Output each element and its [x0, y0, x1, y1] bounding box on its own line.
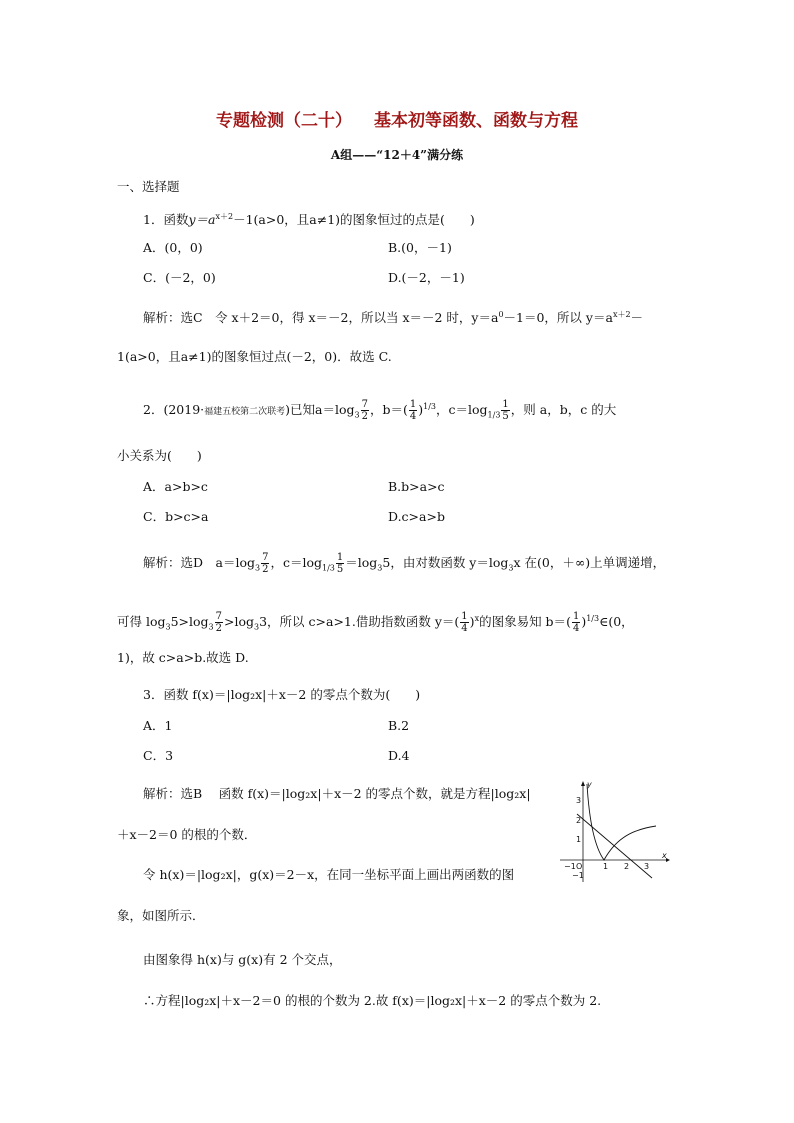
y-tick-3: 3 — [576, 796, 582, 805]
q3-solution-line1: 解析：选B 函数 f(x)＝|log₂x|＋x－2 的零点个数，就是方程|log₂x| — [143, 786, 531, 801]
q2-solution-line1: 解析：选D $a=\log_3$ $\frac{7}{2}$ ，$c=\log_{1/3}$ $\frac{1}{5}$ $=\log_35$，由对数函数 $y=\log_3x$ 在(0，＋∞)上单调递增， — [143, 552, 666, 575]
y-axis-label: y — [587, 780, 592, 789]
q3-option-c: C．3 — [143, 748, 174, 763]
q3-solution-line3: 令 h(x)＝|log₂x|，g(x)＝2－x，在同一坐标平面上画出两函数的图 — [143, 867, 515, 882]
q2-solution-line2: 可得 $\log_35>\log_3$ $\frac{7}{2}$ $>\log_33$，所以 c>a>1.借助指数函数 y＝( $\frac{1}{4}$ )$^x$的图象易知 b＝( $\frac{1}{4}$ )$^{1/3}$∈(0， — [117, 611, 634, 635]
x-tick-neg1: −1 — [564, 862, 576, 871]
function-graph-figure — [556, 778, 670, 884]
q3-solution-line2: ＋x－2＝0 的根的个数． — [117, 827, 257, 842]
q2-option-a: A．a>b>c — [143, 479, 208, 494]
q1-solution-line2: 1(a>0，且a≠1)的图象恒过点(－2，0)．故选 C. — [117, 349, 392, 364]
x-tick-2: 2 — [624, 862, 630, 871]
q2-stem-line2: 小关系为( ) — [117, 448, 202, 463]
y-tick-neg1: −1 — [572, 871, 584, 880]
q1-option-b: B.(0，－1) — [388, 240, 452, 255]
q1-stem: 1．函数$y=a^{x+2}-1(a>0$，且a≠1)的图象恒过的点是( ) — [143, 212, 475, 228]
q1-option-c: C．(－2，0) — [143, 270, 216, 285]
q2-option-b: B.b>a>c — [388, 479, 445, 494]
y-axis-arrow — [581, 781, 585, 786]
page-subtitle: A组——“12＋4”满分练 — [330, 148, 464, 162]
q2-option-d: D.c>a>b — [388, 509, 445, 524]
q3-solution-line4: 象，如图所示． — [117, 908, 205, 923]
q1-option-d: D.(－2，－1) — [388, 270, 465, 285]
q2-option-c: C．b>c>a — [143, 509, 209, 524]
y-tick-2: 2 — [576, 816, 582, 825]
q3-solution-line6: ∴方程|log₂x|＋x－2＝0 的根的个数为 2.故 f(x)＝|log₂x|＋x－2 的零点个数为 2. — [143, 993, 602, 1008]
y-tick-1: 1 — [576, 835, 582, 844]
q1-option-a: A．(0，0) — [143, 240, 203, 255]
page-title: 专题检测（二十） 基本初等函数、函数与方程 — [216, 111, 578, 131]
curve-h-abs-log2x — [587, 784, 656, 860]
origin-label: O — [576, 862, 583, 871]
q3-option-a: A．1 — [143, 718, 173, 733]
x-axis-label: x — [662, 851, 667, 860]
q2-solution-line3: 1)，故 c>a>b.故选 D. — [117, 650, 249, 665]
x-tick-1: 1 — [603, 862, 609, 871]
q3-option-b: B.2 — [388, 718, 410, 733]
q3-option-d: D.4 — [388, 748, 410, 763]
x-tick-3: 3 — [644, 862, 650, 871]
q3-solution-line5: 由图象得 h(x)与 g(x)有 2 个交点， — [143, 952, 342, 967]
section-heading: 一、选择题 — [117, 179, 180, 194]
q3-stem: 3．函数 f(x)＝|log₂x|＋x－2 的零点个数为( ) — [143, 687, 421, 702]
line-g-2-minus-x — [577, 814, 652, 878]
q1-solution-line1: 解析：选C 令 x＋2＝0，得 x＝－2，所以当 x＝－2 时，$y=a^0-1=0$，所以 $y=a^{x+2}-$ — [143, 310, 644, 326]
q2-stem: 2．(2019·福建五校第二次联考)已知$a=\log_3$ $\frac{7}{2}$ ，b＝( $\frac{1}{4}$ )$^{1/3}$，$c=\log_{1/3}$ $\frac{1}{5}$ ，则 a，b，c 的大 — [143, 399, 617, 423]
